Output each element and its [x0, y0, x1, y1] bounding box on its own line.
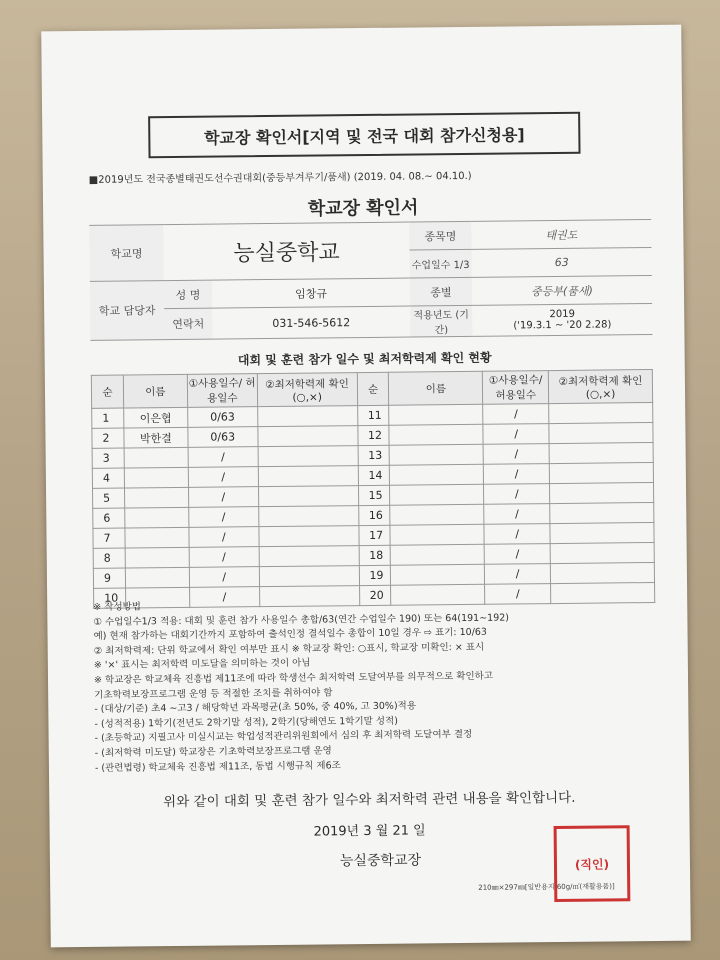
row-no-cell: 14 — [358, 465, 390, 485]
row-no-cell: 17 — [358, 525, 390, 545]
row-name-cell: 박한결 — [124, 427, 188, 448]
row-no-cell: 8 — [93, 548, 125, 568]
row-no-cell: 12 — [357, 425, 389, 445]
row-name-cell — [124, 467, 188, 488]
paper-spec-footer: 210㎜×297㎜[일반용지 60g/㎡(재활용품)] — [478, 882, 615, 892]
row-check-cell — [549, 442, 653, 463]
row-no-cell: 5 — [93, 488, 125, 508]
row-no-cell: 16 — [358, 505, 390, 525]
note-line: - (대상/기준) 초4 ~고3 / 해당학년 과목평균(초 50%, 중 40%, 고 30%)적용 — [94, 700, 417, 716]
sport-value: 태권도 — [471, 219, 651, 249]
row-name-cell — [389, 424, 483, 445]
row-name-cell — [391, 544, 485, 565]
row-check-cell — [550, 502, 654, 523]
class-days-value: 63 — [472, 247, 652, 277]
row-check-cell — [550, 562, 654, 583]
note-line: ※ 작성방법 — [93, 601, 142, 613]
school-label: 학교명 — [89, 225, 164, 282]
row-check-cell — [258, 506, 358, 527]
info-table — [89, 219, 652, 341]
row-days-cell: / — [483, 444, 549, 465]
row-no-cell: 11 — [357, 405, 389, 425]
row-no-cell: 1 — [92, 408, 124, 428]
row-name-cell — [390, 444, 484, 465]
row-no-cell: 6 — [93, 508, 125, 528]
year-cell — [472, 303, 652, 336]
row-name-cell — [390, 504, 484, 525]
category-value: 중등부(품새) — [472, 275, 652, 305]
row-check-cell — [259, 526, 359, 547]
event-line: ■2019년도 전국종별태권도선수권대회(중등부겨루기/품새) (2019. 04. 08.~ 04.10.) — [88, 170, 472, 186]
table-header-cell: ①사용일수/ 허용일수 — [483, 371, 549, 405]
row-days-cell: / — [484, 484, 550, 505]
section-title: 대회 및 훈련 참가 일수 및 최저학력제 확인 현황 — [237, 350, 492, 368]
date-text: 2019년 3 월 21 일 — [313, 823, 426, 840]
note-line: ① 수업일수1/3 적용: 대회 및 훈련 참가 사용일수 총합/63(연간 수업일수 190) 또는 64(191~192) — [93, 612, 510, 628]
row-no-cell: 15 — [358, 485, 390, 505]
note-line: 예) 현재 참가하는 대회기간까지 포함하여 출석인정 결석일수 총합이 10일 경우 ⇨ 표기: 10/63 — [93, 626, 488, 643]
form-header-box: 학교장 확인서[지역 및 전국 대회 참가신청용] — [148, 112, 580, 159]
official-seal: (직인) — [554, 825, 631, 902]
note-line: - (성적적용) 1학기(전년도 2학기말 성적), 2학기(당해연도 1학기말 성적) — [94, 715, 398, 730]
note-line: - (관련법령) 학교체육 진흥법 제11조, 동법 시행규칙 제6조 — [94, 759, 341, 774]
row-days-cell: / — [189, 587, 259, 608]
table-header-cell: 순 — [357, 372, 389, 405]
row-no-cell: 19 — [359, 565, 391, 585]
contact-label: 연락처 — [164, 308, 212, 340]
row-no-cell: 2 — [92, 428, 124, 448]
row-days-cell: / — [485, 584, 551, 605]
row-name-cell — [125, 527, 189, 548]
row-days-cell: / — [188, 467, 258, 488]
table-header-cell: 이름 — [389, 371, 483, 405]
class-days-label: 수업일수 1/3 — [410, 249, 472, 278]
row-no-cell: 3 — [92, 448, 124, 468]
row-name-cell — [125, 567, 189, 588]
row-name-cell — [124, 487, 188, 508]
table-header-cell: ②최저학력제 확인(○,×) — [548, 369, 652, 403]
row-days-cell: / — [189, 547, 259, 568]
manager-label: 학교 담당자 — [90, 281, 165, 341]
row-name-cell — [390, 524, 484, 545]
row-check-cell — [550, 482, 654, 503]
row-days-cell: / — [484, 544, 550, 565]
row-check-cell — [257, 406, 357, 427]
contact-value: 031-546-5612 — [212, 306, 410, 339]
row-days-cell: / — [189, 527, 259, 548]
row-no-cell: 20 — [359, 585, 391, 605]
row-check-cell — [258, 446, 358, 467]
row-name-cell — [390, 484, 484, 505]
category-label: 종별 — [410, 277, 472, 306]
table-header-cell: ①사용일수/ 허용일수 — [187, 374, 257, 408]
row-name-cell: 이은협 — [124, 407, 188, 428]
table-header-cell: 순 — [91, 375, 123, 408]
row-days-cell: / — [484, 524, 550, 545]
row-no-cell: 13 — [358, 445, 390, 465]
row-check-cell — [258, 466, 358, 487]
row-days-cell: / — [188, 447, 258, 468]
row-days-cell: / — [484, 464, 550, 485]
row-check-cell — [258, 426, 358, 447]
row-days-cell: / — [189, 507, 259, 528]
row-check-cell — [549, 462, 653, 483]
row-days-cell: / — [189, 567, 259, 588]
row-check-cell — [258, 486, 358, 507]
row-no-cell: 10 — [94, 588, 126, 608]
row-days-cell: 0/63 — [187, 407, 257, 428]
sport-label: 종목명 — [409, 221, 471, 250]
row-check-cell — [550, 542, 654, 563]
note-line: ※ 학교장은 학교체육 진흥법 제11조에 따라 학생선수 최저학력 도달여부를 의무적으로 확인하고 — [93, 670, 494, 686]
table-header-cell: 이름 — [123, 374, 187, 408]
participation-table — [91, 369, 655, 609]
document-paper — [41, 25, 691, 948]
year-label: 적용년도 (기간) — [410, 305, 472, 337]
note-line: - (최저학력 미도달) 학교장은 기초학력보장프로그램 운영 — [94, 745, 332, 759]
note-line: ② 최저학력제: 단위 학교에서 확인 여부만 표시 ※ 학교장 확인: ○표시, 학교장 미확인: × 표시 — [93, 641, 485, 657]
row-no-cell: 18 — [359, 545, 391, 565]
instructions-notes — [93, 595, 669, 776]
row-check-cell — [549, 402, 653, 423]
school-name: 능실중학교 — [163, 222, 410, 281]
row-days-cell: / — [485, 564, 551, 585]
row-no-cell: 7 — [93, 528, 125, 548]
row-check-cell — [259, 566, 359, 587]
year-value: 2019 — [549, 308, 575, 321]
row-no-cell: 9 — [93, 568, 125, 588]
table-header-cell: ②최저학력제 확인(○,×) — [257, 373, 357, 407]
row-days-cell: 0/63 — [188, 427, 258, 448]
confirmation-text: 위와 같이 대회 및 훈련 참가 일수와 최저학력 관련 내용을 확인합니다. — [163, 789, 576, 811]
row-no-cell: 4 — [92, 468, 124, 488]
row-name-cell — [390, 464, 484, 485]
row-check-cell — [550, 522, 654, 543]
note-line: - (초등학교) 지필고사 미실시교는 학업성적관리위원회에서 심의 후 최저학력 도달여부 결정 — [94, 729, 473, 745]
row-name-cell — [389, 404, 483, 425]
note-line: ※ '×' 표시는 최저학력 미도달을 의미하는 것이 아님 — [93, 657, 311, 672]
row-name-cell — [391, 564, 485, 585]
row-check-cell — [259, 546, 359, 567]
note-line: 기초학력보장프로그램 운영 등 적절한 조치를 취하여야 함 — [94, 686, 333, 701]
principal-name: 능실중학교장 — [339, 852, 422, 870]
row-check-cell — [549, 422, 653, 443]
row-name-cell — [124, 447, 188, 468]
row-name-cell — [125, 507, 189, 528]
row-days-cell: / — [483, 404, 549, 425]
row-days-cell: / — [483, 424, 549, 445]
row-days-cell: / — [188, 487, 258, 508]
row-days-cell: / — [484, 504, 550, 525]
document-title: 학교장 확인서 — [307, 197, 419, 220]
name-value: 임창규 — [212, 278, 410, 308]
name-label: 성 명 — [164, 280, 212, 309]
period-value: ('19.3.1 ~ '20 2.28) — [513, 319, 612, 332]
row-name-cell — [125, 547, 189, 568]
